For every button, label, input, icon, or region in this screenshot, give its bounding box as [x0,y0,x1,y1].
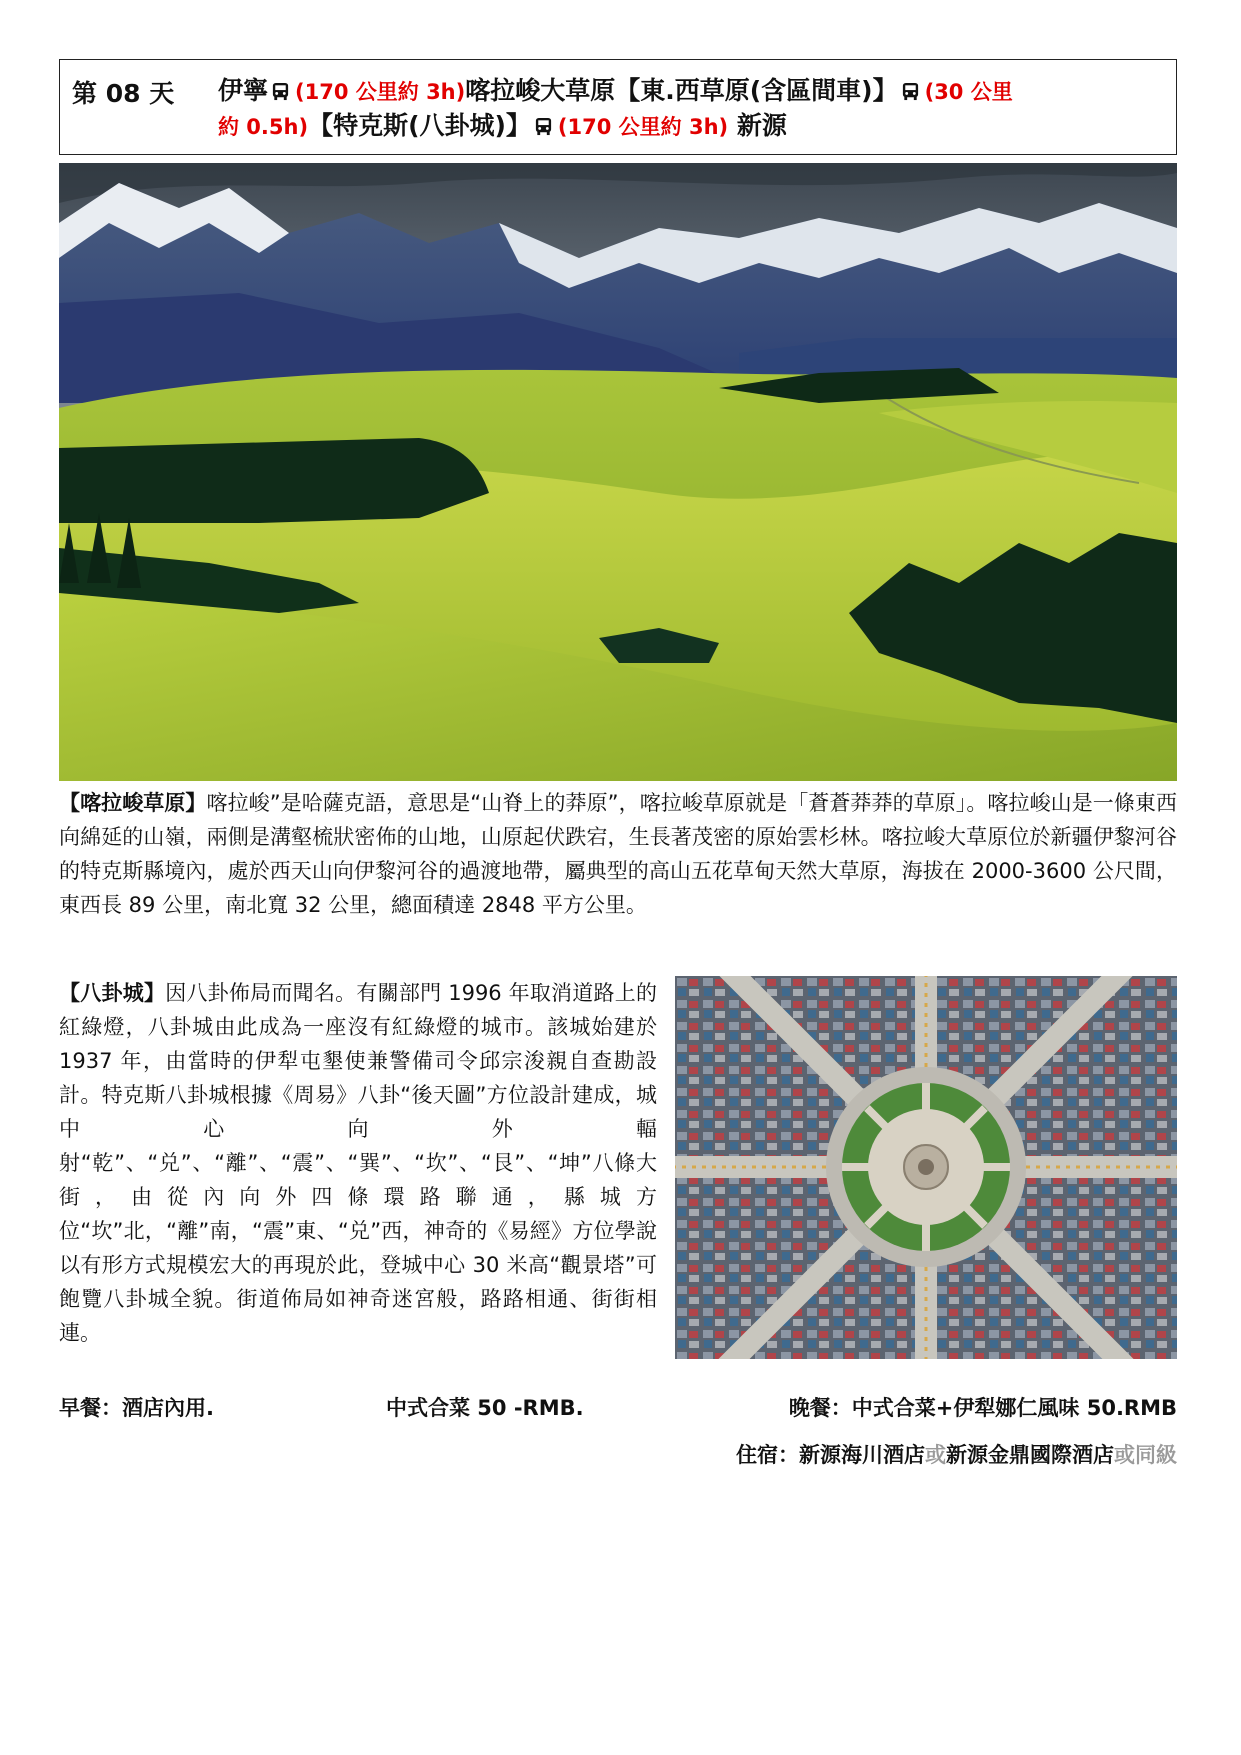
stop-bagua-city: 【特克斯(八卦城)】 [308,111,531,140]
karajun-body: 喀拉峻”是哈薩克語，意思是“山脊上的莽原”，喀拉峻草原就是「蒼蒼莽莽的草原」。喀拉峻山是一條東西向綿延的山嶺，兩側是溝壑梳狀密佈的山地，山原起伏跌宕，生長著茂密的原始雲杉林。喀拉峻大草原位於新疆伊黎河谷的特克斯縣境內，處於西天山向伊黎河谷的過渡地帶，屬典型的高山五花草甸天然大草原，海拔在 2000-3600 公尺間，東西長 89 公里，南北寬 32 公里，總面積達 2848 平方公里。 [59,791,1177,917]
breakfast-info: 早餐：酒店內用. [59,1396,214,1420]
dinner-info: 晚餐：中式合菜+伊犁娜仁風味 50.RMB [788,1396,1177,1420]
bagua-city-aerial-photo [675,976,1177,1359]
hotel-option-2: 新源金鼎國際酒店 [946,1443,1114,1467]
karajun-grassland-photo [59,163,1177,781]
bus-icon [271,82,290,101]
bagua-title: 【八卦城】 [59,981,166,1005]
karajun-description [59,786,1177,922]
lunch-info: 中式合菜 50 -RMB. [386,1396,584,1420]
bus-icon [901,82,920,101]
hotel-or: 或 [925,1443,946,1467]
day-header [59,59,1177,155]
karajun-title: 【喀拉峻草原】 [59,791,207,815]
start-city: 伊寧 [218,76,269,105]
route-description [218,74,1158,144]
leg-2-distance-b: 約 0.5h) [218,115,309,139]
hotel-label: 住宿： [736,1443,799,1467]
bus-icon [534,117,553,136]
leg-3-distance: (170 公里約 3h) [557,115,729,139]
hotel-option-1: 新源海川酒店 [799,1443,925,1467]
leg-2-distance-a: (30 公里 [924,80,1013,104]
leg-1-distance: (170 公里約 3h) [295,80,466,104]
day-number: 第 08 天 [72,79,175,108]
stop-karajun: 喀拉峻大草原【東.西草原(含區間車)】 [465,76,898,105]
hotel-or-equivalent: 或同級 [1114,1443,1177,1467]
hotel-info [736,1439,1177,1469]
bagua-body: 因八卦佈局而聞名。有關部門 1996 年取消道路上的紅綠燈，八卦城由此成為一座沒有紅綠燈的城市。該城始建於 1937 年，由當時的伊犁屯墾使兼警備司令邱宗浚親自查勘設計。特克斯八卦城根據《周易》八卦“後天圖”方位設計建成，城中心向外輻射“乾”、“兑”、“離”、“震”、“巽”、“坎”、“艮”、“坤”八條大街，由從內向外四條環路聯通，縣城方位“坎”北，“離”南，“震”東、“兑”西，神奇的《易經》方位學說以有形方式規模宏大的再現於此，登城中心 30 米高“觀景塔”可飽覽八卦城全貌。街道佈局如神奇迷宮般，路路相通、街街相連。 [59,981,658,1345]
bagua-description [59,976,657,1350]
end-city: 新源 [736,111,787,140]
